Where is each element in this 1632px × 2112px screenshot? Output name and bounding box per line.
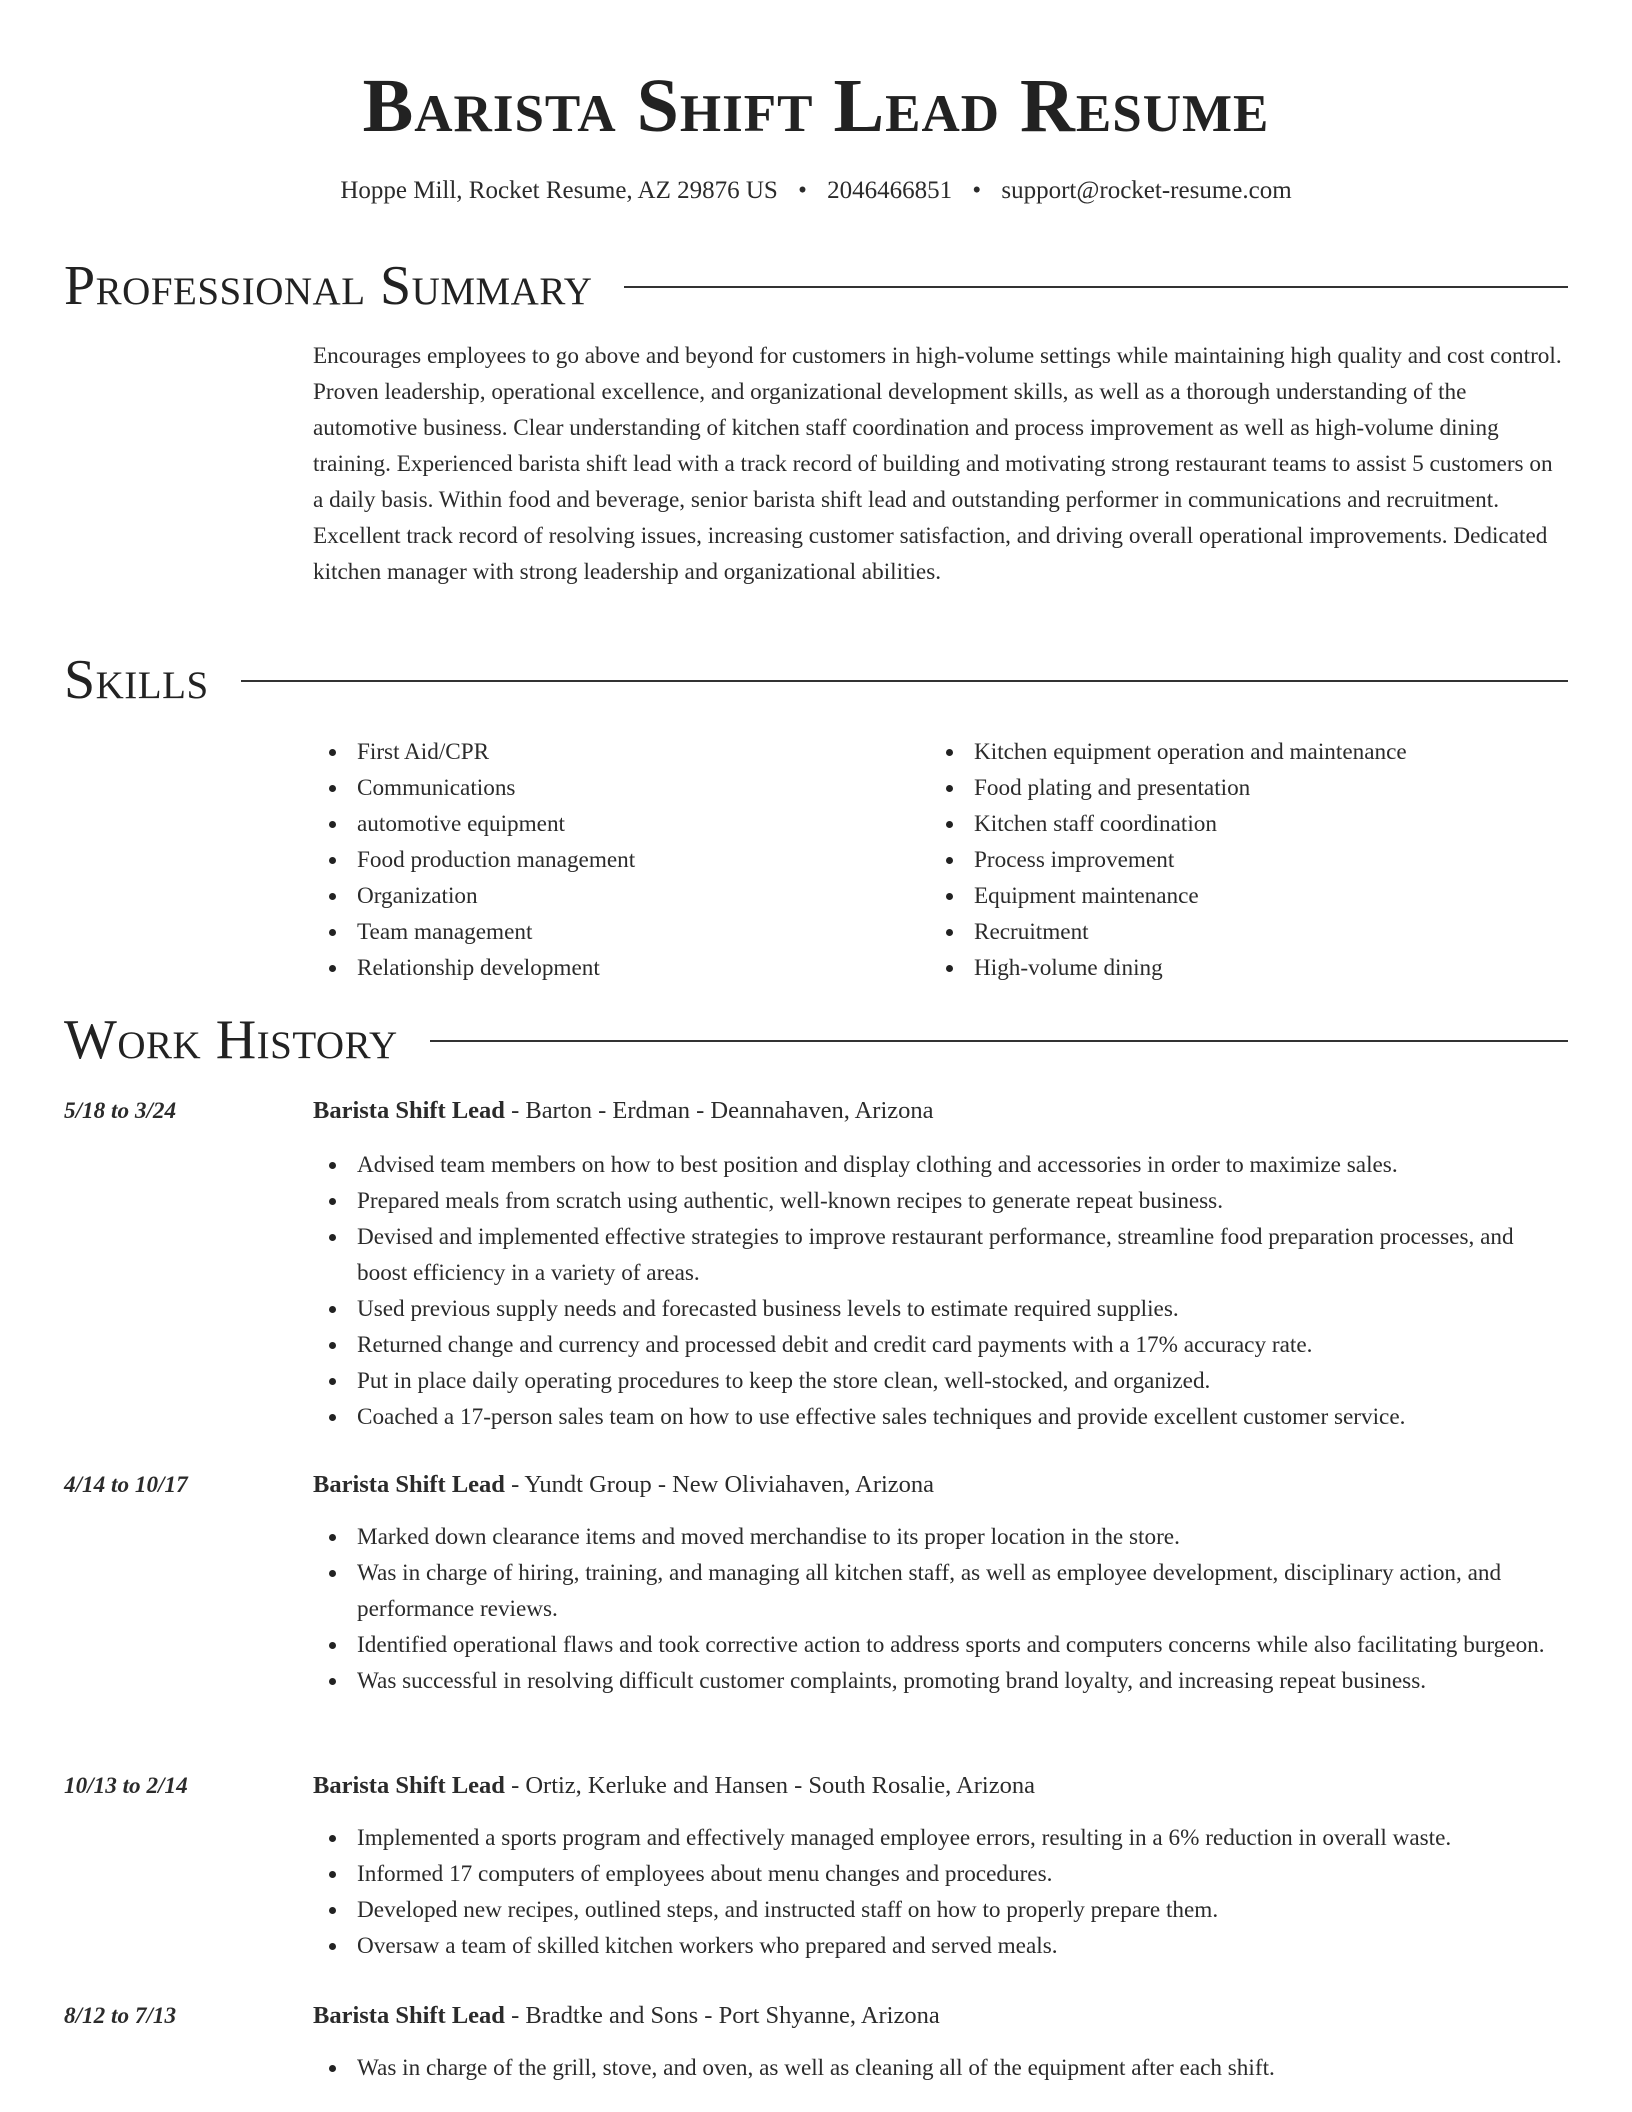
summary-heading: Professional Summary: [64, 255, 593, 317]
job-bullet: Informed 17 computers of employees about menu changes and procedures.: [313, 1856, 1568, 1892]
skill-item: Organization: [313, 878, 930, 914]
skill-item: automotive equipment: [313, 806, 930, 842]
skill-item: First Aid/CPR: [313, 734, 930, 770]
job-position: Barista Shift Lead: [313, 1772, 505, 1799]
skill-item: Kitchen equipment operation and maintenance: [930, 734, 1547, 770]
job-bullet: Identified operational flaws and took corrective action to address sports and computers concerns while also facilitating burgeon.: [313, 1627, 1568, 1663]
job-position: Barista Shift Lead: [313, 1471, 505, 1498]
contact-separator: •: [972, 177, 982, 204]
job-company: - Barton - Erdman - Deannahaven, Arizona: [504, 1097, 934, 1124]
job-dates: 10/13 to 2/14: [64, 1773, 188, 1799]
job-bullets: [313, 1820, 1568, 1964]
job-dates: 8/12 to 7/13: [64, 2003, 177, 2029]
section-divider: [430, 1040, 1568, 1042]
skills-heading: Skills: [64, 649, 209, 711]
resume-title: Barista Shift Lead Resume: [362, 64, 1270, 148]
job-dates: 5/18 to 3/24: [64, 1098, 177, 1124]
skill-item: High-volume dining: [930, 950, 1547, 986]
contact-line: [0, 174, 1632, 208]
job-bullet: Used previous supply needs and forecasted business levels to estimate required supplies.: [313, 1291, 1568, 1327]
section-divider: [241, 680, 1568, 682]
job-bullets: [313, 2050, 1568, 2086]
skill-item: Food production management: [313, 842, 930, 878]
contact-separator: •: [798, 177, 807, 204]
job-dates: 4/14 to 10/17: [64, 1472, 188, 1498]
contact-address: Hoppe Mill, Rocket Resume, AZ 29876 US: [340, 177, 778, 204]
skills-column-right: [930, 734, 1547, 986]
job-heading: [313, 1467, 934, 1503]
job-bullet: Prepared meals from scratch using authentic, well-known recipes to generate repeat business.: [313, 1183, 1568, 1219]
job-bullet: Devised and implemented effective strategies to improve restaurant performance, streamline food preparation processes, and boost efficiency in a variety of areas.: [313, 1219, 1568, 1291]
job-heading: [313, 1768, 1035, 1804]
skill-item: Recruitment: [930, 914, 1547, 950]
job-bullet: Was successful in resolving difficult customer complaints, promoting brand loyalty, and increasing repeat business.: [313, 1663, 1568, 1699]
job-position: Barista Shift Lead: [313, 2002, 505, 2029]
job-bullet: Advised team members on how to best position and display clothing and accessories in order to maximize sales.: [313, 1147, 1568, 1183]
summary-text: Encourages employees to go above and beyond for customers in high-volume settings while maintaining high quality and cost control. Proven leadership, operational excellence, and organizational development skills, as well as a thorough understanding of the automotive business. Clear understanding of kitchen staff coordination and process improvement as well as high-volume dining training. Experienced barista shift lead with a track record of building and motivating strong restaurant teams to assist 5 customers on a daily basis. Within food and beverage, senior barista shift lead and outstanding performer in communications and recruitment. Excellent track record of resolving issues, increasing customer satisfaction, and driving overall operational improvements. Dedicated kitchen manager with strong leadership and organizational abilities.: [313, 343, 1562, 585]
job-position: Barista Shift Lead: [313, 1097, 505, 1124]
skill-item: Equipment maintenance: [930, 878, 1547, 914]
skill-item: Kitchen staff coordination: [930, 806, 1547, 842]
job-company: - Yundt Group - New Oliviahaven, Arizona: [504, 1471, 935, 1498]
job-bullet: Implemented a sports program and effectively managed employee errors, resulting in a 6% reduction in overall waste.: [313, 1820, 1568, 1856]
job-bullet: Returned change and currency and processed debit and credit card payments with a 17% accuracy rate.: [313, 1327, 1568, 1363]
summary-section-header: [64, 254, 1568, 318]
job-bullet: Was in charge of the grill, stove, and oven, as well as cleaning all of the equipment after each shift.: [313, 2050, 1568, 2086]
skill-item: Team management: [313, 914, 930, 950]
skills-column-left: [313, 734, 930, 986]
skills-section-header: [64, 648, 1568, 712]
skill-item: Communications: [313, 770, 930, 806]
job-company: - Ortiz, Kerluke and Hansen - South Rosalie, Arizona: [504, 1772, 1035, 1799]
work-heading: Work History: [64, 1009, 398, 1071]
job-bullet: Oversaw a team of skilled kitchen workers who prepared and served meals.: [313, 1928, 1568, 1964]
section-divider: [624, 286, 1568, 288]
skill-item: Food plating and presentation: [930, 770, 1547, 806]
work-section-header: [64, 1008, 1568, 1072]
job-bullet: Coached a 17-person sales team on how to use effective sales techniques and provide excellent customer service.: [313, 1399, 1568, 1435]
skill-item: Relationship development: [313, 950, 930, 986]
job-bullets: [313, 1519, 1568, 1699]
skill-item: Process improvement: [930, 842, 1547, 878]
job-company: - Bradtke and Sons - Port Shyanne, Arizona: [504, 2002, 940, 2029]
contact-email: support@rocket-resume.com: [1001, 177, 1292, 204]
job-heading: [313, 1998, 940, 2034]
skills-list: [313, 734, 1567, 986]
job-bullet: Was in charge of hiring, training, and managing all kitchen staff, as well as employee development, disciplinary action, and performance reviews.: [313, 1555, 1568, 1627]
job-bullet: Put in place daily operating procedures to keep the store clean, well-stocked, and organized.: [313, 1363, 1568, 1399]
contact-phone: 2046466851: [827, 177, 953, 204]
job-bullets: [313, 1147, 1568, 1435]
job-heading: [313, 1093, 934, 1129]
job-bullet: Developed new recipes, outlined steps, and instructed staff on how to properly prepare them.: [313, 1892, 1568, 1928]
job-bullet: Marked down clearance items and moved merchandise to its proper location in the store.: [313, 1519, 1568, 1555]
